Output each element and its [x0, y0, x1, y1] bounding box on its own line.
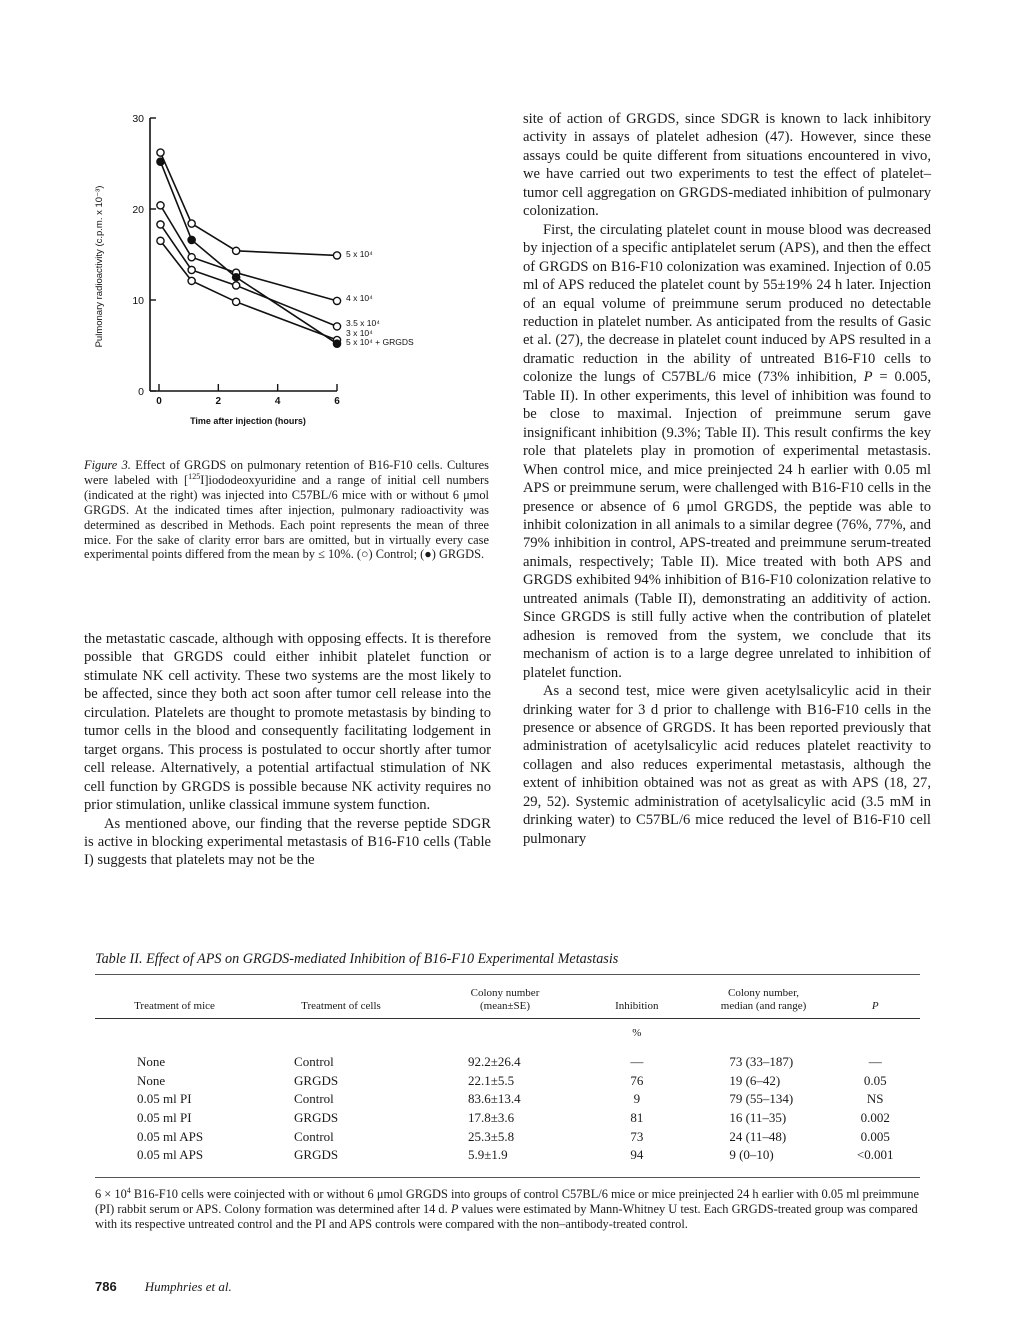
open-point-marker — [157, 149, 164, 156]
open-point-marker — [188, 254, 195, 261]
right-column-body — [523, 110, 931, 848]
running-author: Humphries et al. — [144, 1279, 232, 1294]
table-row — [95, 1072, 915, 1091]
open-point-marker — [157, 221, 164, 228]
table-footnote: $6 \times 10^4$ B16-F10 cells were coinjected with or without 6 μmol GRGDS into groups of control C57BL/6 mice or mice preinjected 24 h earlier with 0.05 ml preimmune (PI) rabbit serum or APS. Colony formation was determined after 14 d. P values were estimated by Mann-Whitney U test. Each GRGDS-treated group was compared with its respective untreated control and the PI and APS controls were compared with the non–antibody-treated control. — [95, 1185, 919, 1232]
y-tick-label: 0 — [138, 386, 144, 398]
cell-inhibition: 76 — [630, 1072, 644, 1088]
cell-cells: GRGDS — [294, 1072, 339, 1088]
table-row — [95, 1146, 915, 1165]
col-header-inhibition: Inhibition — [615, 999, 659, 1012]
table-rule-bottom — [95, 1177, 920, 1178]
table-row — [95, 1109, 915, 1128]
cell-inhibition: — — [630, 1054, 644, 1070]
cell-mean: 25.3±5.8 — [468, 1128, 515, 1144]
line-chart — [80, 100, 480, 460]
open-point-marker — [157, 237, 164, 244]
y-axis-label: Pulmonary radioactivity (c.p.m. x 10⁻³) — [94, 185, 105, 348]
table-header-row — [95, 987, 915, 1018]
page-footer — [95, 1279, 232, 1295]
table-row — [95, 1090, 915, 1109]
cell-cells: Control — [294, 1091, 334, 1107]
col-header-colony-mean: Colony number (mean±SE) — [470, 987, 540, 1012]
cell-cells: Control — [294, 1054, 334, 1070]
x-tick-label: 4 — [274, 396, 281, 407]
cell-cells: Control — [294, 1128, 334, 1144]
x-tick-label: 6 — [334, 396, 340, 407]
data-table — [95, 987, 915, 1018]
figure-label: Figure 3. — [84, 458, 131, 472]
cell-p: NS — [866, 1091, 884, 1107]
series-line — [160, 205, 337, 301]
caption-text: Effect of GRGDS on pulmonary retention of B16-F10 cells. Cultures were labeled with [ — [84, 458, 490, 487]
cell-median: 24 (11–48) — [729, 1128, 787, 1144]
open-point-marker — [333, 323, 340, 330]
paragraph: site of action of GRGDS, since SDGR is known to lack inhibitory activity in assays of platelet adhesion (47). However, since these assays could be quite different from situations encountered in vivo, we have carried out two experiments to test the effect of platelet–tumor cell aggregation on GRGDS-mediated inhibition of pulmonary colonization. — [523, 111, 931, 220]
series-label: 5 x 10⁴ + GRGDS — [346, 337, 414, 347]
cell-p: 0.05 — [863, 1072, 887, 1088]
table-title: Table II. Effect of APS on GRGDS-mediated Inhibition of B16-F10 Experimental Metastasis — [95, 951, 619, 967]
series-line — [160, 153, 337, 256]
filled-point-marker — [233, 274, 240, 281]
cell-mice: 0.05 ml APS — [137, 1128, 204, 1144]
cell-median: 79 (55–134) — [729, 1091, 794, 1107]
cell-p: 0.005 — [860, 1128, 890, 1144]
cell-mice: 0.05 ml PI — [137, 1110, 192, 1126]
col-header-colony-median: Colony number, median (and range) — [720, 987, 807, 1012]
cell-p: 0.002 — [860, 1110, 890, 1126]
filled-point-marker — [333, 340, 340, 347]
table-ii — [95, 974, 920, 1178]
cell-median: 9 (0–10) — [729, 1147, 774, 1163]
filled-point-marker — [157, 158, 164, 165]
table-row — [95, 1053, 915, 1072]
cell-p: — — [868, 1054, 882, 1070]
cell-inhibition: 9 — [633, 1091, 641, 1107]
series-label: 4 x 10⁴ — [346, 293, 373, 303]
isotope-superscript: 125 — [188, 471, 201, 481]
figure-caption — [84, 458, 489, 562]
figure-3 — [80, 100, 480, 460]
col-header-p: P — [871, 999, 879, 1012]
x-tick-label: 0 — [156, 396, 162, 407]
paragraph: the metastatic cascade, although with opposing effects. It is therefore possible that GRGDS could either inhibit platelet function or stimulate NK cell activity. These two systems are the most likely to be affected, since they both act soon after tumor cell release into the circulation. Platelets are thought to promote metastasis by binding to tumor cells in the blood and consequently facilitating lodgement in target organs. This process is postulated to occur shortly after tumor cell release. Alternatively, a potential artifactual stimulation of NK cell function by GRGDS is possible because NK activity requires no prior stimulation, unlike classical immune system function. — [84, 631, 491, 814]
open-point-marker — [188, 266, 195, 273]
table-row — [95, 1127, 915, 1146]
open-point-marker — [233, 298, 240, 305]
open-point-marker — [157, 202, 164, 209]
open-point-marker — [233, 282, 240, 289]
paragraph: First, the circulating platelet count in mouse blood was decreased by injection of a specific antiplatelet serum (APS), and then the effect of GRGDS on B16-F10 colonization was examined. Injection of 0.05 ml of APS reduced the platelet count by 55±19% 24 h later. Injection of an equal volume of preimmune serum produced no detectable reduction in platelet number. As anticipated from the results of Gasic et al. (27), the decrease in platelet count induced by APS resulted in a dramatic reduction in the ability of untreated B16-F10 cells to colonize the lungs of C57BL/6 mice (73% inhibition, P = 0.005, Table II). In other experiments, this level of inhibition was found to be close to maximal. Injection of preimmune serum gave insignificant inhibition (9.3%; Table II). This result confirms the key role that platelets play in promotion of experimental metastasis. When control mice, and mice preinjected 24 h earlier with 0.05 ml APS or preimmune serum, were challenged with B16-F10 cells in the presence or absence of 6 μmol GRGDS, the peptide was able to inhibit colonization in all animals to a similar degree (76%, 77%, and 79% inhibition in control, APS-treated and preimmune serum-treated animals, respectively; Table II). Mice treated with both APS and GRGDS exhibited 94% inhibition of B16-F10 colonization relative to untreated animals (Table II), demonstrating an additivity of action. Since GRGDS is still fully active when the contribution of platelet adhesion is removed from the system, we conclude that its mechanism of action is to a large degree unrelated to inhibition of platelet function. — [523, 221, 931, 681]
series-label: 5 x 10⁴ — [346, 249, 373, 259]
open-point-marker — [188, 277, 195, 284]
cell-p: <0.001 — [856, 1147, 894, 1163]
y-tick-label: 30 — [132, 113, 144, 125]
unit-row — [95, 1019, 915, 1053]
cell-mice: None — [137, 1054, 166, 1070]
series-label: 3.5 x 10⁴ — [346, 318, 380, 328]
cell-median: 73 (33–187) — [729, 1054, 794, 1070]
left-column-body — [84, 630, 491, 870]
open-point-marker — [188, 220, 195, 227]
cell-cells: GRGDS — [294, 1110, 339, 1126]
open-point-marker — [333, 252, 340, 259]
cell-mean: 92.2±26.4 — [468, 1054, 521, 1070]
cell-mice: 0.05 ml PI — [137, 1091, 192, 1107]
cell-cells: GRGDS — [294, 1147, 339, 1163]
page-number: 786 — [95, 1279, 117, 1294]
series-label: 3 x 10⁴ — [346, 328, 373, 338]
col-header-treatment-cells: Treatment of cells — [301, 999, 381, 1012]
cell-mice: None — [137, 1072, 166, 1088]
cell-inhibition: 73 — [630, 1128, 644, 1144]
cell-median: 16 (11–35) — [729, 1110, 787, 1126]
col-header-treatment-mice: Treatment of mice — [134, 999, 215, 1012]
paragraph: As a second test, mice were given acetylsalicylic acid in their drinking water for 3 d prior to challenge with B16-F10 cells in the presence or absence of GRGDS. It has been reported previously that administration of acetylsalicylic acid reduces platelet reactivity to collagen and also reduces experimental metastasis, although the extent of inhibition obtained was not as great as with APS (18, 27, 29, 52). Systemic administration of acetylsalicylic acid (3.5 mM in drinking water) to C57BL/6 mice reduced the level of B16-F10 cell pulmonary — [523, 683, 931, 847]
cell-median: 19 (6–42) — [729, 1072, 781, 1088]
cell-mean: 17.8±3.6 — [468, 1110, 515, 1126]
cell-mice: 0.05 ml APS — [137, 1147, 204, 1163]
cell-mean: 83.6±13.4 — [468, 1091, 521, 1107]
open-point-marker — [233, 247, 240, 254]
cell-inhibition: 94 — [630, 1147, 644, 1163]
open-point-marker — [333, 297, 340, 304]
data-table-body — [95, 1019, 915, 1165]
cell-inhibition: 81 — [630, 1110, 644, 1126]
inhibition-unit: % — [632, 1027, 642, 1039]
x-tick-label: 2 — [215, 396, 222, 407]
table-rule-top — [95, 974, 920, 975]
cell-mean: 5.9±1.9 — [468, 1147, 508, 1163]
y-tick-label: 10 — [132, 295, 144, 307]
filled-point-marker — [188, 236, 195, 243]
y-tick-label: 20 — [132, 204, 144, 216]
cell-mean: 22.1±5.5 — [468, 1072, 515, 1088]
x-axis-label: Time after injection (hours) — [190, 416, 306, 426]
paragraph: As mentioned above, our finding that the reverse peptide SDGR is active in blocking experimental metastasis of B16-F10 cells (Table I) suggests that platelets may not be the — [84, 815, 491, 869]
caption-text-rest: I]iododeoxyuridine and a range of initial cell numbers (indicated at the right) was injected into C57BL/6 mice with or without 6 μmol GRGDS. At the indicated times after injection, pulmonary radioactivity was determined as described in Methods. Each point represents the mean of three mice. For the sake of clarity error bars are omitted, but in virtually every case experimental points differed from the mean by ≤ 10%. (○) Control; (●) GRGDS. — [84, 472, 489, 562]
